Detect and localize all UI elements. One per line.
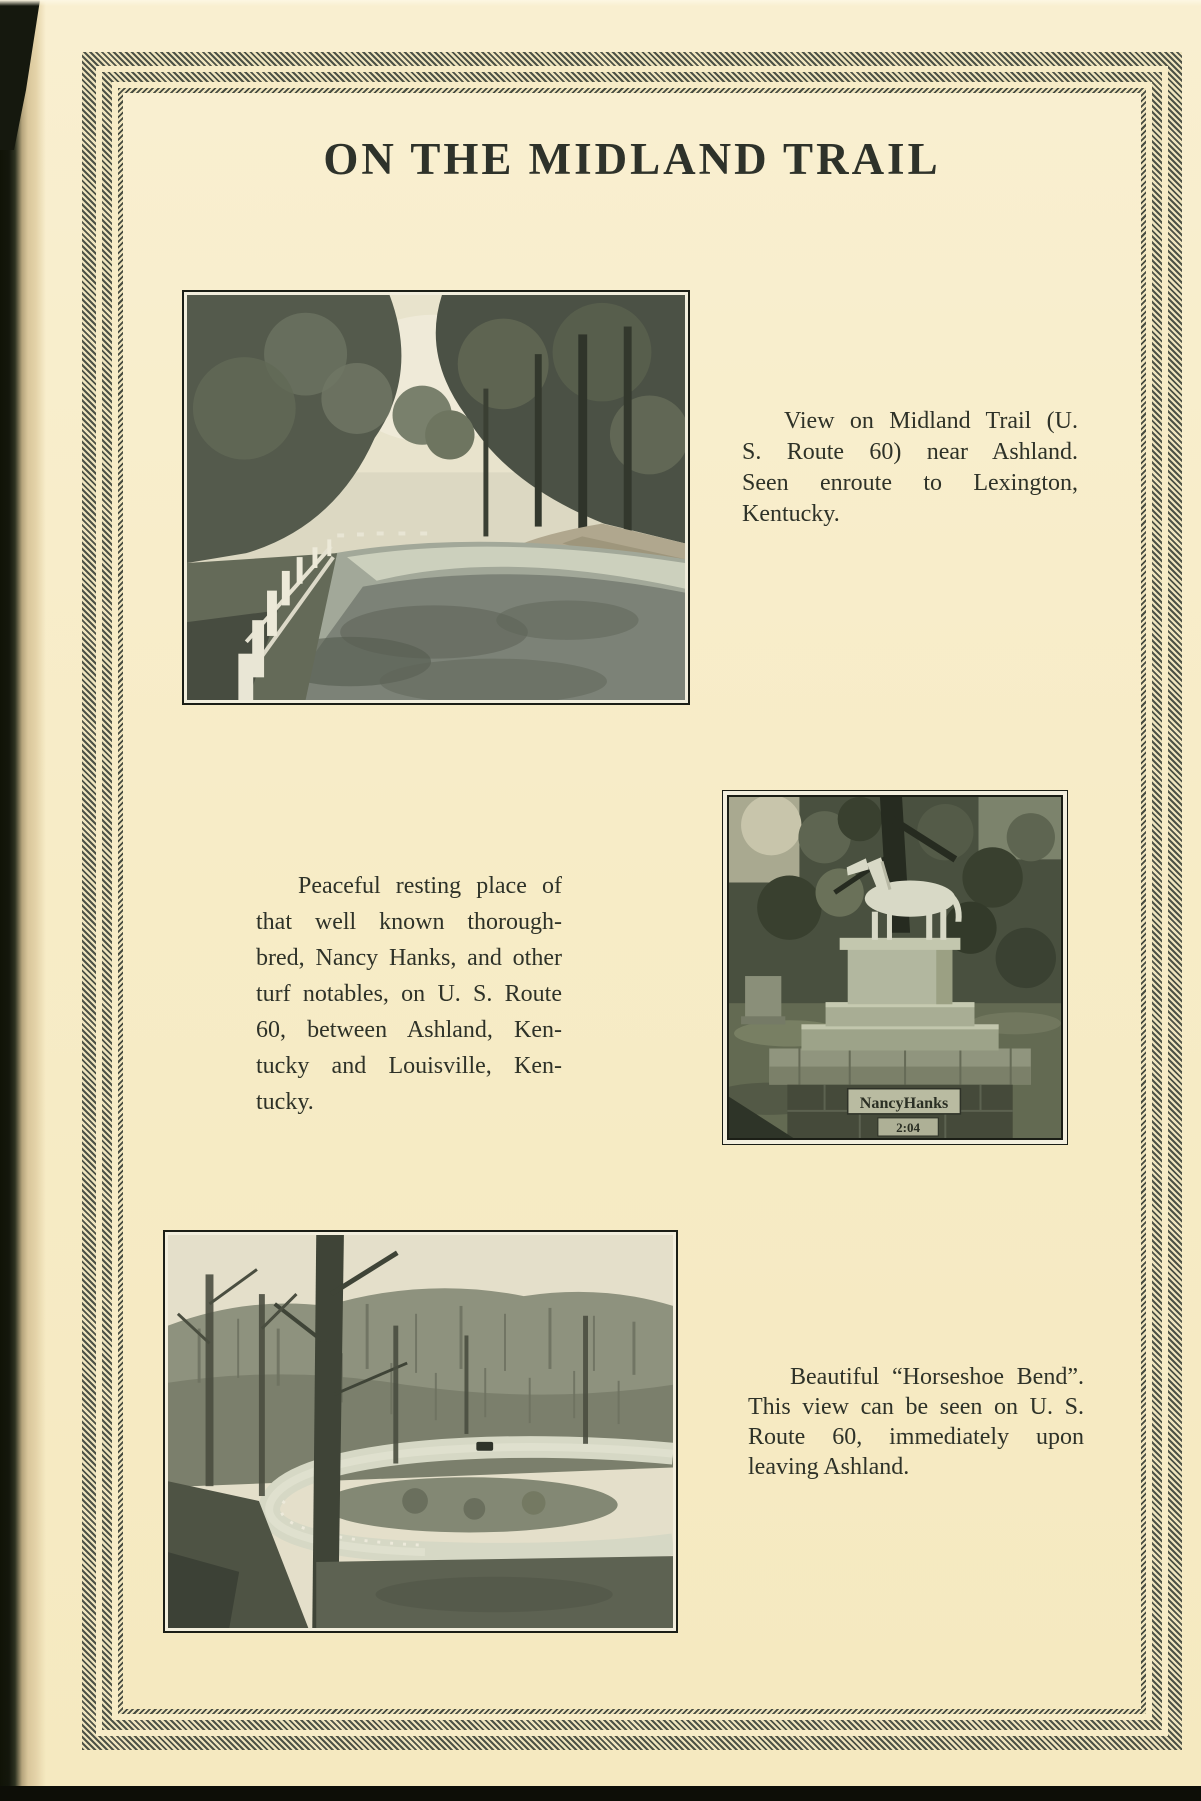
caption-horseshoe-bend: Beautiful “Horseshoe Bend”. This view can be seen on U. S. Route 60, immediately upon leaving Ashland.: [748, 1364, 1084, 1480]
road-photo-illustration: [187, 295, 685, 700]
photo-horseshoe-bend: [163, 1230, 678, 1633]
photo-midland-trail-road: [182, 290, 690, 705]
book-binding-edge: [0, 0, 46, 1801]
plaque-name-text: NancyHanks: [859, 1094, 949, 1112]
photo-nancy-hanks-monument-frame: [722, 790, 1068, 1145]
caption-nancy-hanks: Peaceful resting place of that well known thorough- bred, Nancy Hanks, and other turf notables, on U. S. Route 60, between Ashland, Ken- tucky and Louisville, Ken- tucky.: [256, 873, 562, 1115]
plaque-record-text: 2:04: [896, 1119, 921, 1135]
caption-midland-trail: View on Midland Trail (U. S. Route 60) near Ashland. Seen enroute to Lexington, Kentucky.: [742, 408, 1078, 527]
scan-top-edge: [0, 0, 1201, 6]
page-title: ON THE MIDLAND TRAIL: [323, 134, 941, 184]
photo-nancy-hanks-monument: [727, 795, 1063, 1140]
horseshoe-bend-photo-illustration: [168, 1235, 673, 1628]
monument-photo-illustration: [729, 797, 1061, 1138]
scan-bottom-edge: [0, 1786, 1201, 1801]
car-on-road: [476, 1442, 493, 1451]
